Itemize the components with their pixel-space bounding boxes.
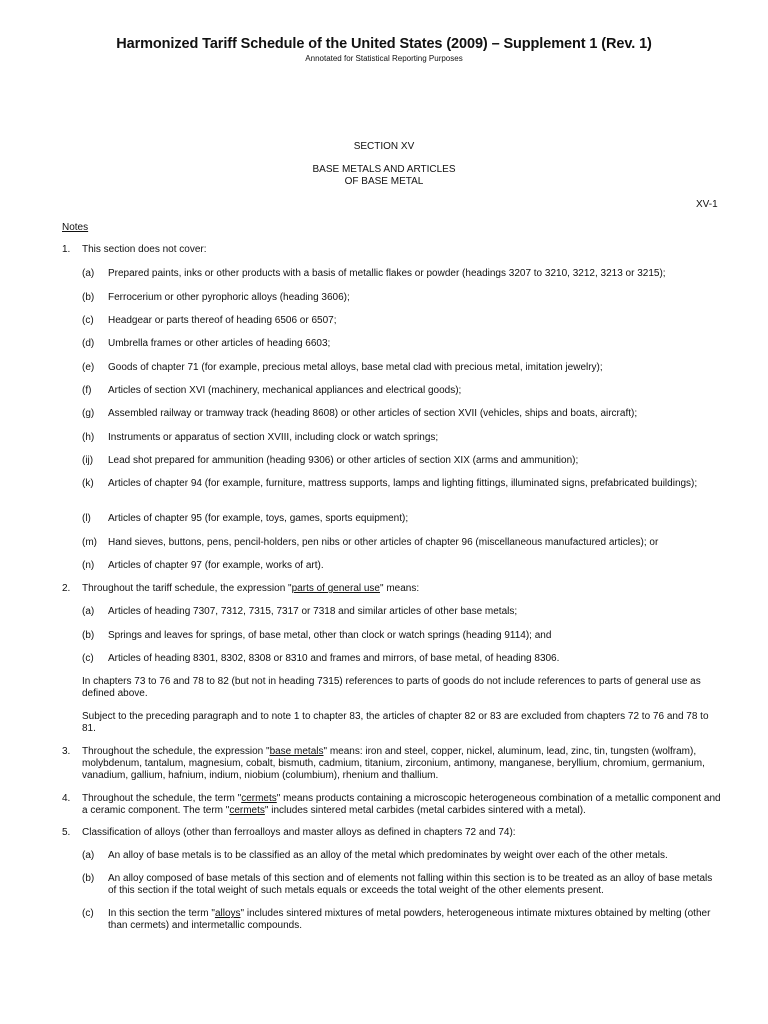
note-1-item-label: (m) (82, 537, 97, 548)
note-1-item-label: (l) (82, 513, 91, 524)
page-number: XV-1 (696, 199, 718, 210)
note-5-item-text: An alloy of base metals is to be classified as an alloy of the metal which predominates by weight over each of the other metals. (108, 850, 668, 861)
note-1-item-text: Umbrella frames or other articles of heading 6603; (108, 338, 331, 349)
note-1-item-text: Ferrocerium or other pyrophoric alloys (heading 3606); (108, 292, 350, 303)
note-1-item-label: (a) (82, 268, 95, 279)
note-1-item-text: Articles of chapter 95 (for example, toys, games, sports equipment); (108, 513, 409, 524)
document-subtitle: Annotated for Statistical Reporting Purposes (305, 54, 463, 63)
note-2-paragraph-2: Subject to the preceding paragraph and to note 1 to chapter 83, the articles of chapter 82 or 83 are excluded from chapters 72 to 76 and 78 to 81. (82, 711, 709, 734)
note-1-item-text: Assembled railway or tramway track (heading 8608) or other articles of section XVII (vehicles, ships and boats, aircraft); (108, 408, 638, 419)
note-2-intro (82, 583, 722, 595)
note-4-text (82, 793, 722, 817)
document-title: Harmonized Tariff Schedule of the United States (2009) – Supplement 1 (Rev. 1) (116, 36, 652, 52)
note-1-item-text: Articles of chapter 97 (for example, works of art). (108, 560, 324, 571)
note-4-number: 4. (62, 793, 71, 804)
note-3-after: " means: iron and steel, copper, nickel, aluminum, lead, zinc, tin, tungsten (wolfram), molybdenum, tantalum, magnesium, cobalt, bismuth, cadmium, titanium, zirconium, antimony, manganese, beryllium, chromium, germanium, vanadium, gallium, hafnium, indium, niobium (columbium), rhenium and thallium. (82, 746, 705, 781)
note-1-item-label: (h) (82, 432, 95, 443)
note-5-item-label: (c) (82, 908, 94, 919)
note-4-defined-term: cermets (241, 793, 277, 804)
note-1-item-label: (n) (82, 560, 95, 571)
note-5-item-c-before: In this section the term " (108, 908, 215, 919)
note-5-item-c-after: " includes sintered mixtures of metal powders, heterogeneous intimate mixtures obtained by melting (other than cermets) and intermetallic compounds. (108, 908, 711, 931)
note-4-before: Throughout the schedule, the term " (82, 793, 242, 804)
note-2-item-text: Articles of heading 7307, 7312, 7315, 7317 or 7318 and similar articles of other base metals; (108, 606, 518, 617)
note-5-defined-term: alloys (214, 908, 241, 919)
section-heading-line2: OF BASE METAL (344, 176, 424, 187)
section-label: SECTION XV (353, 141, 415, 152)
note-2-paragraph-1: In chapters 73 to 76 and 78 to 82 (but not in heading 7315) references to parts of goods do not include references to parts of general use as defined above. (82, 676, 701, 699)
note-4-defined-term-2: cermets (229, 805, 265, 816)
note-5-item-label: (b) (82, 873, 95, 884)
note-5-item-label: (a) (82, 850, 95, 861)
note-5-number: 5. (62, 827, 71, 838)
section-heading (0, 164, 768, 188)
note-1-item-text: Articles of chapter 94 (for example, furniture, mattress supports, lamps and lighting fittings, illuminated signs, prefabricated buildings); (108, 478, 698, 489)
note-1-item-label: (ij) (82, 455, 94, 466)
note-1-item-label: (d) (82, 338, 95, 349)
note-4-after: " includes sintered metal carbides (metal carbides sintered with a metal). (264, 805, 586, 816)
note-1-item-text: Prepared paints, inks or other products with a basis of metallic flakes or powder (headings 3207 to 3210, 3212, 3213 or 3215); (108, 268, 666, 279)
note-1-item-text: Goods of chapter 71 (for example, precious metal alloys, base metal clad with precious metal, imitation jewelry); (108, 362, 603, 373)
note-2-number: 2. (62, 583, 71, 594)
note-3-number: 3. (62, 746, 71, 757)
note-2-item-label: (b) (82, 630, 95, 641)
note-3-text (82, 746, 722, 782)
note-2-item-text: Articles of heading 8301, 8302, 8308 or 8310 and frames and mirrors, of base metal, of heading 8306. (108, 653, 560, 664)
note-1-item-text: Headgear or parts thereof of heading 6506 or 6507; (108, 315, 337, 326)
note-1-item-text: Articles of section XVI (machinery, mechanical appliances and electrical goods); (108, 385, 462, 396)
note-5-intro: Classification of alloys (other than ferroalloys and master alloys as defined in chapters 72 and 74): (82, 827, 516, 838)
note-1-number: 1. (62, 244, 71, 255)
note-1-item-label: (k) (82, 478, 94, 489)
note-2-intro-before: Throughout the tariff schedule, the expression " (82, 583, 292, 594)
note-3-before: Throughout the schedule, the expression " (82, 746, 270, 757)
note-1-item-label: (c) (82, 315, 94, 326)
note-1-item-label: (f) (82, 385, 92, 396)
note-4-middle: " means products containing a microscopic heterogeneous combination of a metallic component and a ceramic component. The term " (82, 793, 721, 816)
note-1-item-label: (e) (82, 362, 95, 373)
note-2-item-label: (a) (82, 606, 95, 617)
note-1-item-text: Lead shot prepared for ammunition (heading 9306) or other articles of section XIX (arms and ammunition); (108, 455, 579, 466)
note-2-item-label: (c) (82, 653, 94, 664)
note-2-intro-after: " means: (380, 583, 420, 594)
note-1-intro: This section does not cover: (82, 244, 207, 255)
note-1-item-text: Instruments or apparatus of section XVIII, including clock or watch springs; (108, 432, 439, 443)
notes-heading: Notes (62, 222, 89, 233)
note-1-item-label: (b) (82, 292, 95, 303)
note-2-defined-term: parts of general use (291, 583, 380, 594)
note-5-item-text (108, 908, 720, 931)
note-2-item-text: Springs and leaves for springs, of base metal, other than clock or watch springs (heading 9114); and (108, 630, 552, 641)
section-heading-line1: BASE METALS AND ARTICLES (312, 164, 456, 175)
note-5-item-text: An alloy composed of base metals of this section and of elements not falling within this section is to be treated as an alloy of base metals of this section if the total weight of such metals equals or exceeds the total weight of the other elements present. (108, 873, 713, 896)
note-3-defined-term: base metals (269, 746, 324, 757)
note-1-item-text: Hand sieves, buttons, pens, pencil-holders, pen nibs or other articles of chapter 96 (miscellaneous manufactured articles); or (108, 537, 659, 548)
note-1-item-label: (g) (82, 408, 95, 419)
